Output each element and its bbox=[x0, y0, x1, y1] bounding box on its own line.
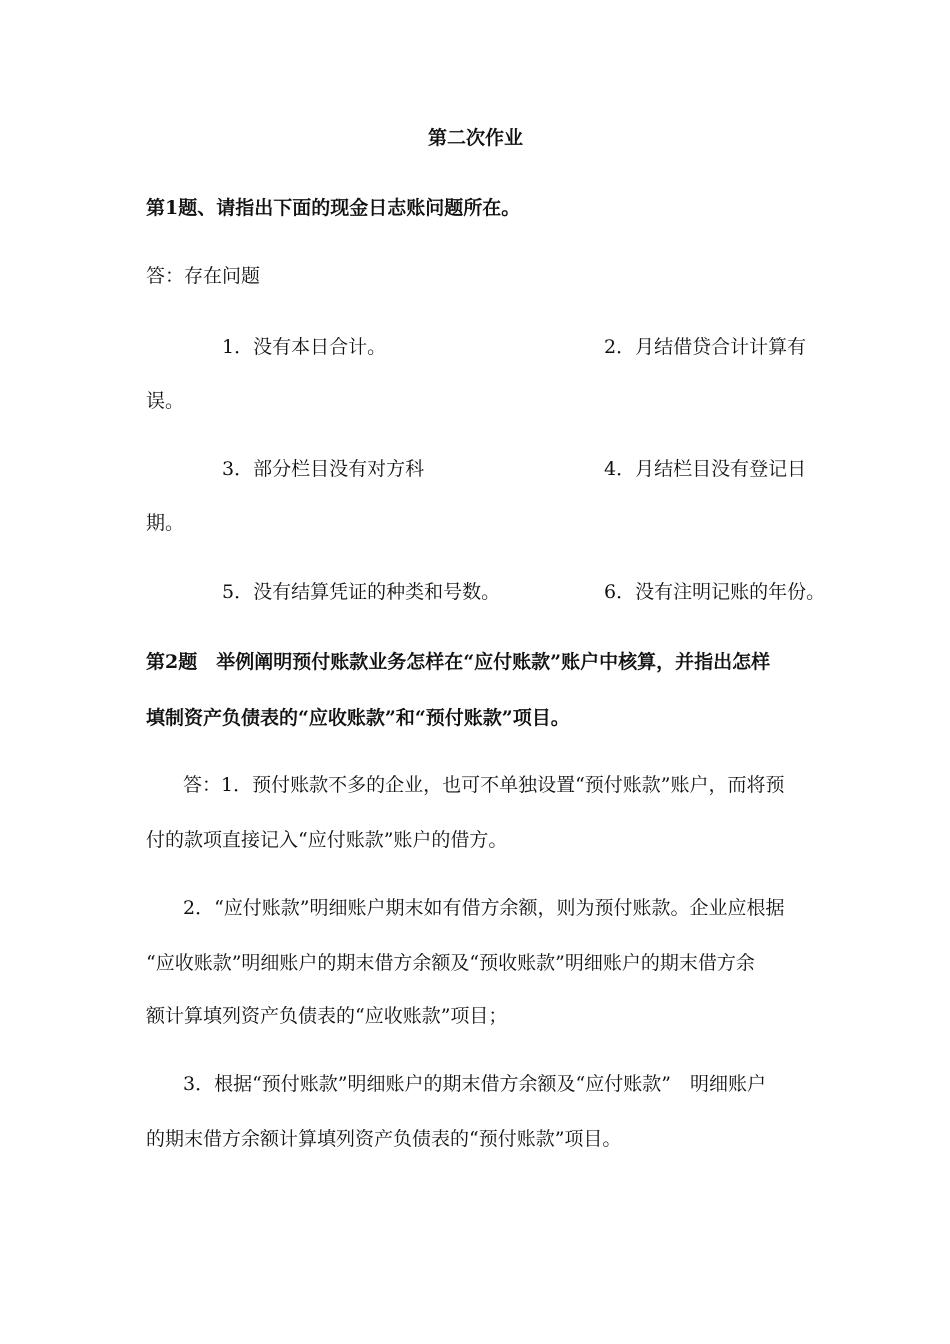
q2-answer-2-line-1: 2．“应付账款”明细账户期末如有借方余额，则为预付账款。企业应根据 bbox=[183, 897, 785, 919]
question-2-heading-line-2: 填制资产负债表的“应收账款”和“预付账款”项目。 bbox=[146, 707, 570, 729]
question-1-heading: 第1题、请指出下面的现金日志账问题所在。 bbox=[146, 197, 521, 219]
q1-item-1: 1．没有本日合计。 bbox=[222, 336, 387, 358]
q2-answer-3-line-1: 3．根据“预付账款”明细账户的期末借方余额及“应付账款” 明细账户 bbox=[183, 1073, 766, 1095]
q2-answer-2-line-2: “应收账款”明细账户的期末借方余额及“预收账款”明细账户的期末借方余 bbox=[146, 952, 755, 974]
document-title: 第二次作业 bbox=[428, 127, 524, 149]
q1-item-4: 4．月结栏目没有登记日 bbox=[604, 458, 807, 480]
q1-item-2: 2．月结借贷合计计算有 bbox=[604, 336, 807, 358]
question-1-answer-lead: 答：存在问题 bbox=[146, 265, 261, 287]
q1-item-2-continuation: 误。 bbox=[146, 390, 185, 412]
q2-answer-1-line-2: 付的款项直接记入“应付账款”账户的借方。 bbox=[146, 829, 508, 851]
q1-item-3: 3．部分栏目没有对方科 bbox=[222, 458, 425, 480]
question-2-heading-line-1: 第2题 举例阐明预付账款业务怎样在“应付账款”账户中核算，并指出怎样 bbox=[146, 651, 771, 673]
q2-answer-1-line-1: 答：1．预付账款不多的企业，也可不单独设置“预付账款”账户，而将预 bbox=[183, 774, 785, 796]
q2-answer-2-line-3: 额计算填列资产负债表的“应收账款”项目； bbox=[146, 1005, 508, 1027]
q2-answer-3-line-2: 的期末借方余额计算填列资产负债表的“预付账款”项目。 bbox=[146, 1128, 622, 1150]
q1-item-6: 6．没有注明记账的年份。 bbox=[604, 581, 826, 603]
q1-item-5: 5．没有结算凭证的种类和号数。 bbox=[222, 581, 501, 603]
q1-item-4-continuation: 期。 bbox=[146, 512, 185, 534]
